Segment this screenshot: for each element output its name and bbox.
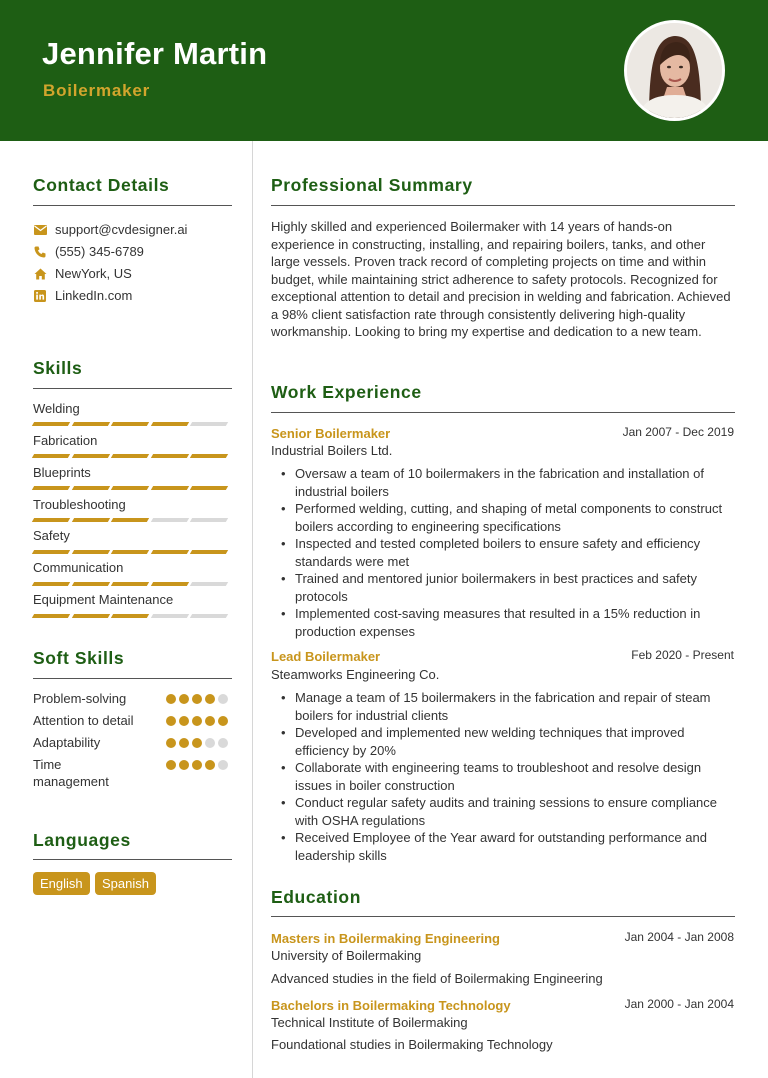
rating-dot — [179, 716, 189, 726]
skill-label: Equipment Maintenance — [33, 592, 174, 607]
summary-divider — [271, 205, 735, 206]
job-company: Steamworks Engineering Co. — [271, 667, 440, 682]
rating-dot — [218, 760, 228, 770]
soft-skill-label: Attention to detail — [33, 713, 134, 728]
education-school: University of Boilermaking — [271, 948, 422, 963]
skill-bar-segment — [32, 518, 71, 522]
skill-bar-segment — [111, 454, 150, 458]
skill-bar-segment — [190, 582, 229, 586]
skill-bar-segment — [151, 582, 190, 586]
skill-bar — [33, 518, 231, 522]
skills-section-title: Skills — [33, 358, 83, 378]
skill-bar — [33, 550, 231, 554]
skill-bar-segment — [71, 454, 110, 458]
skill-bar-segment — [111, 550, 150, 554]
phone-icon — [33, 245, 47, 259]
rating-dot — [218, 716, 228, 726]
language-badge: English — [33, 872, 90, 895]
rating-dot — [166, 716, 176, 726]
education-description: Foundational studies in Boilermaking Technology — [271, 1037, 553, 1052]
skill-label: Fabrication — [33, 433, 98, 448]
contact-email[interactable] — [33, 222, 187, 237]
home-icon — [33, 267, 47, 281]
candidate-role: Boilermaker — [43, 81, 151, 100]
soft-skill-rating — [166, 694, 231, 704]
education-degree: Masters in Boilermaking Engineering — [271, 931, 500, 946]
contact-location-text: NewYork, US — [55, 266, 132, 281]
candidate-name: Jennifer Martin — [42, 36, 268, 71]
rating-dot — [205, 716, 215, 726]
contact-location — [33, 266, 132, 281]
skills-divider — [33, 388, 232, 389]
skill-bar-segment — [71, 518, 110, 522]
language-badge: Spanish — [95, 872, 156, 895]
skill-bar-segment — [71, 422, 110, 426]
rating-dot — [192, 738, 202, 748]
skill-bar-segment — [111, 422, 150, 426]
contact-linkedin-text: LinkedIn.com — [55, 288, 133, 303]
skill-label: Safety — [33, 528, 70, 543]
rating-dot — [166, 738, 176, 748]
languages-divider — [33, 859, 232, 860]
education-degree: Bachelors in Boilermaking Technology — [271, 998, 511, 1013]
skill-bar-segment — [151, 614, 190, 618]
list-item: • Conduct regular safety audits and training sessions to ensure compliance with OSHA regulations — [281, 794, 737, 829]
contact-divider — [33, 205, 232, 206]
soft-skill-rating — [166, 716, 231, 726]
education-date: Jan 2000 - Jan 2004 — [624, 997, 734, 1011]
rating-dot — [205, 738, 215, 748]
soft-skill-label: Problem-solving — [33, 691, 127, 706]
soft-skills-section-title: Soft Skills — [33, 648, 125, 668]
skill-bar-segment — [190, 518, 229, 522]
skill-bar-segment — [32, 582, 71, 586]
rating-dot — [218, 694, 228, 704]
list-item: • Performed welding, cutting, and shaping of metal components to construct boilers according to engineering specifications — [281, 500, 737, 535]
skill-bar — [33, 422, 231, 426]
rating-dot — [218, 738, 228, 748]
skill-bar-segment — [71, 582, 110, 586]
rating-dot — [192, 760, 202, 770]
education-description: Advanced studies in the field of Boilermaking Engineering — [271, 971, 603, 986]
envelope-icon — [33, 223, 47, 237]
skill-bar-segment — [111, 518, 150, 522]
job-company: Industrial Boilers Ltd. — [271, 443, 393, 458]
skill-bar-segment — [71, 486, 110, 490]
job-bullets — [281, 465, 737, 640]
skill-label: Troubleshooting — [33, 497, 126, 512]
experience-divider — [271, 412, 735, 413]
education-divider — [271, 916, 735, 917]
soft-skill-label: Time management — [33, 757, 109, 789]
rating-dot — [192, 716, 202, 726]
contact-section-title: Contact Details — [33, 175, 170, 195]
list-item: • Trained and mentored junior boilermakers in best practices and safety protocols — [281, 570, 737, 605]
list-item: • Manage a team of 15 boilermakers in the fabrication and repair of steam boilers for industrial clients — [281, 689, 737, 724]
job-date: Jan 2007 - Dec 2019 — [622, 425, 734, 439]
skill-bar-segment — [111, 582, 150, 586]
skill-bar-segment — [190, 550, 229, 554]
job-bullets — [281, 689, 737, 864]
resume-header — [0, 0, 768, 141]
column-divider — [252, 141, 253, 1078]
job-title: Senior Boilermaker — [271, 426, 391, 441]
skill-bar-segment — [32, 454, 71, 458]
rating-dot — [166, 760, 176, 770]
skill-bar-segment — [151, 518, 190, 522]
skill-bar-segment — [190, 454, 229, 458]
rating-dot — [205, 760, 215, 770]
rating-dot — [179, 738, 189, 748]
list-item: • Inspected and tested completed boilers to ensure safety and efficiency standards were met — [281, 535, 737, 570]
skill-bar-segment — [190, 614, 229, 618]
skill-bar-segment — [190, 422, 229, 426]
job-title: Lead Boilermaker — [271, 649, 381, 664]
list-item: • Implemented cost-saving measures that resulted in a 15% reduction in production expenses — [281, 605, 737, 640]
list-item: • Oversaw a team of 10 boilermakers in the fabrication and installation of industrial boilers — [281, 465, 737, 500]
soft-skill-label: Adaptability — [33, 735, 101, 750]
skill-bar-segment — [190, 486, 229, 490]
job-date: Feb 2020 - Present — [631, 648, 734, 662]
rating-dot — [166, 694, 176, 704]
skill-bar-segment — [32, 614, 71, 618]
summary-section-title: Professional Summary — [271, 175, 473, 195]
education-section-title: Education — [271, 887, 361, 907]
skill-bar-segment — [111, 486, 150, 490]
list-item: • Collaborate with engineering teams to troubleshoot and resolve design issues in boiler construction — [281, 759, 737, 794]
education-school: Technical Institute of Boilermaking — [271, 1015, 468, 1030]
skill-bar-segment — [151, 486, 190, 490]
rating-dot — [192, 694, 202, 704]
skill-bar-segment — [32, 486, 71, 490]
experience-section-title: Work Experience — [271, 382, 422, 402]
skill-label: Welding — [33, 401, 80, 416]
skill-bar-segment — [151, 454, 190, 458]
skill-bar-segment — [71, 614, 110, 618]
skill-bar — [33, 614, 231, 618]
contact-email-text: support@cvdesigner.ai — [55, 222, 188, 237]
list-item: • Developed and implemented new welding techniques that improved efficiency by 20% — [281, 724, 737, 759]
linkedin-icon — [33, 289, 47, 303]
skill-label: Communication — [33, 560, 124, 575]
soft-skills-divider — [33, 678, 232, 679]
contact-phone[interactable] — [33, 244, 144, 259]
rating-dot — [179, 760, 189, 770]
skill-bar — [33, 454, 231, 458]
skill-bar-segment — [151, 422, 190, 426]
skill-bar-segment — [32, 550, 71, 554]
skill-bar — [33, 486, 231, 490]
skill-bar-segment — [151, 550, 190, 554]
rating-dot — [179, 694, 189, 704]
skill-bar-segment — [71, 550, 110, 554]
skill-bar-segment — [32, 422, 71, 426]
contact-phone-text: (555) 345-6789 — [55, 244, 144, 259]
avatar — [624, 20, 725, 121]
portrait-image — [627, 23, 722, 118]
skill-label: Blueprints — [33, 465, 91, 480]
languages-section-title: Languages — [33, 830, 131, 850]
soft-skill-rating — [166, 738, 231, 748]
contact-linkedin[interactable] — [33, 288, 132, 303]
summary-text: Highly skilled and experienced Boilermaker with 14 years of hands-on experience in constructing, installing, and repairing boilers, tanks, and other large vessels. Proven track record of completing projects on time and within budget, while maintaining strict adherence to safety protocols. Recognized for exceptional attention to detail and precision in welding and fabrication. Achieved a 98% client satisfaction rate through consistently delivering high-quality workmanship. Looking to bring my expertise and dedication to a new team. — [271, 219, 731, 339]
list-item: • Received Employee of the Year award for outstanding performance and leadership skills — [281, 829, 737, 864]
skill-bar-segment — [111, 614, 150, 618]
education-date: Jan 2004 - Jan 2008 — [624, 930, 734, 944]
rating-dot — [205, 694, 215, 704]
soft-skill-rating — [166, 760, 231, 770]
skill-bar — [33, 582, 231, 586]
